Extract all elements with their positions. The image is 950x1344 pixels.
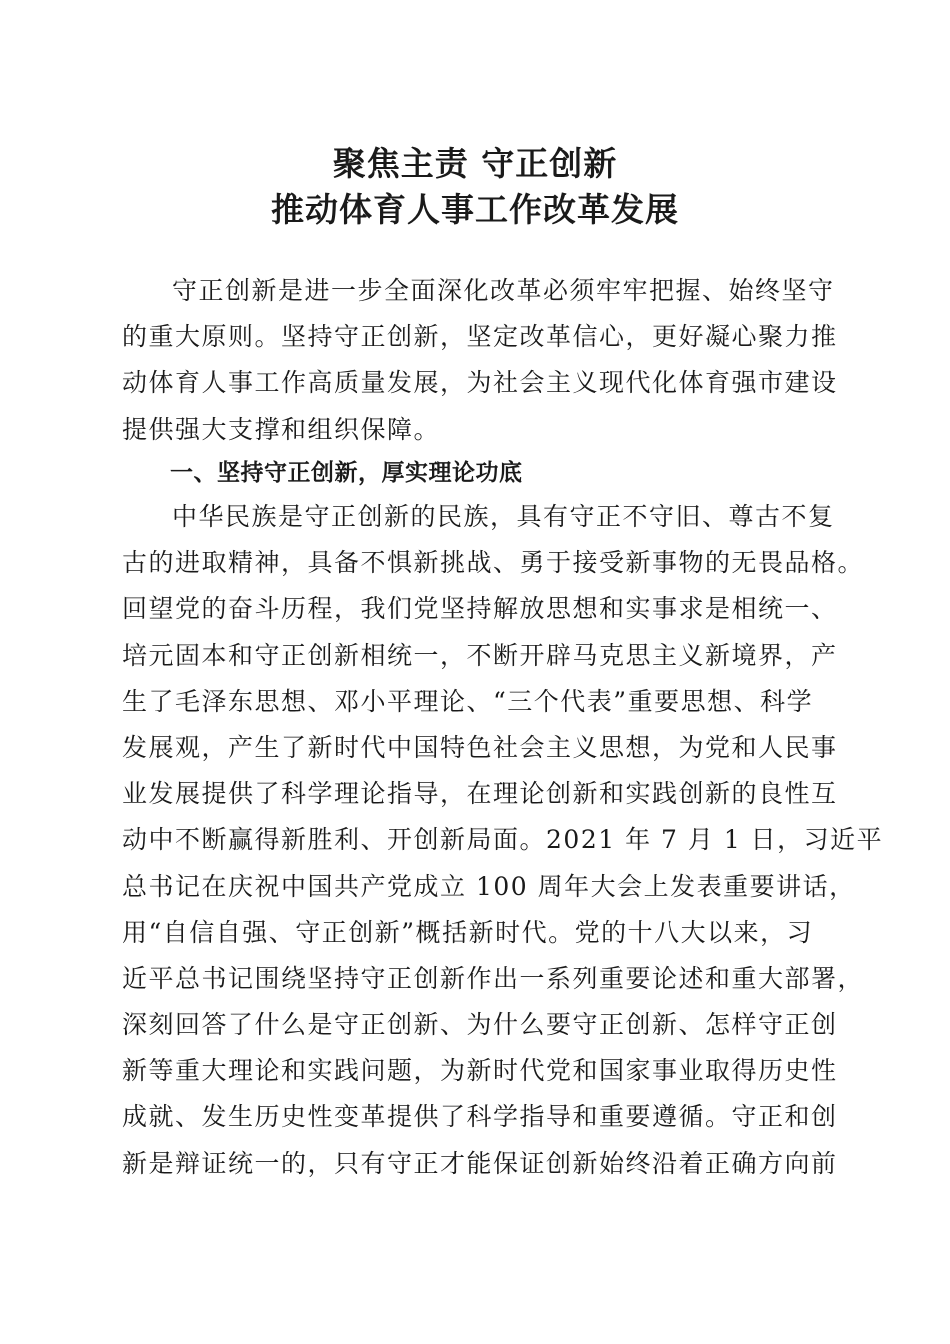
- document-title-line-2: 推动体育人事工作改革发展: [271, 190, 679, 229]
- paragraph-line: 的重大原则。坚持守正创新，坚定改革信心，更好凝心聚力推: [122, 322, 838, 352]
- paragraph-line: 古的进取精神，具备不惧新挑战、勇于接受新事物的无畏品格。: [122, 548, 865, 578]
- paragraph-line: 成就、发生历史性变革提供了科学指导和重要遵循。守正和创: [122, 1102, 838, 1132]
- paragraph-line: 新是辩证统一的，只有守正才能保证创新始终沿着正确方向前: [122, 1148, 838, 1178]
- paragraph-line: 用“自信自强、守正创新”概括新时代。党的十八大以来，习: [122, 917, 814, 947]
- paragraph-line: 发展观，产生了新时代中国特色社会主义思想，为党和人民事: [122, 732, 838, 762]
- paragraph-intro: [122, 268, 838, 453]
- paragraph-line: 动中不断赢得新胜利、开创新局面。2021 年 7 月 1 日，习近平: [122, 825, 884, 855]
- paragraph-line: 动体育人事工作高质量发展，为社会主义现代化体育强市建设: [122, 368, 838, 398]
- paragraph-line: 守正创新是进一步全面深化改革必须牢牢把握、始终坚守: [172, 276, 835, 305]
- paragraph-line: 业发展提供了科学理论指导，在理论创新和实践创新的良性互: [122, 779, 838, 809]
- paragraph-line: 培元固本和守正创新相统一，不断开辟马克思主义新境界，产: [122, 640, 838, 670]
- paragraph-line: 生了毛泽东思想、邓小平理论、“三个代表”重要思想、科学: [122, 686, 814, 716]
- paragraph-line: 深刻回答了什么是守正创新、为什么要守正创新、怎样守正创: [122, 1010, 838, 1040]
- paragraph-line: 中华民族是守正创新的民族，具有守正不守旧、尊古不复: [172, 502, 835, 531]
- paragraph-line: 回望党的奋斗历程，我们党坚持解放思想和实事求是相统一、: [122, 594, 838, 624]
- paragraph-line: 新等重大理论和实践问题，为新时代党和国家事业取得历史性: [122, 1056, 838, 1086]
- paragraph-line: 近平总书记围绕坚持守正创新作出一系列重要论述和重大部署，: [122, 963, 865, 993]
- paragraph-line: 提供强大支撑和组织保障。: [122, 414, 441, 444]
- paragraph-line: 总书记在庆祝中国共产党成立 100 周年大会上发表重要讲话，: [122, 871, 856, 901]
- document-title-line-1: 聚焦主责 守正创新: [332, 144, 618, 183]
- section-heading-1: 一、坚持守正创新，厚实理论功底: [170, 460, 523, 486]
- paragraph-section-1: [122, 494, 884, 1187]
